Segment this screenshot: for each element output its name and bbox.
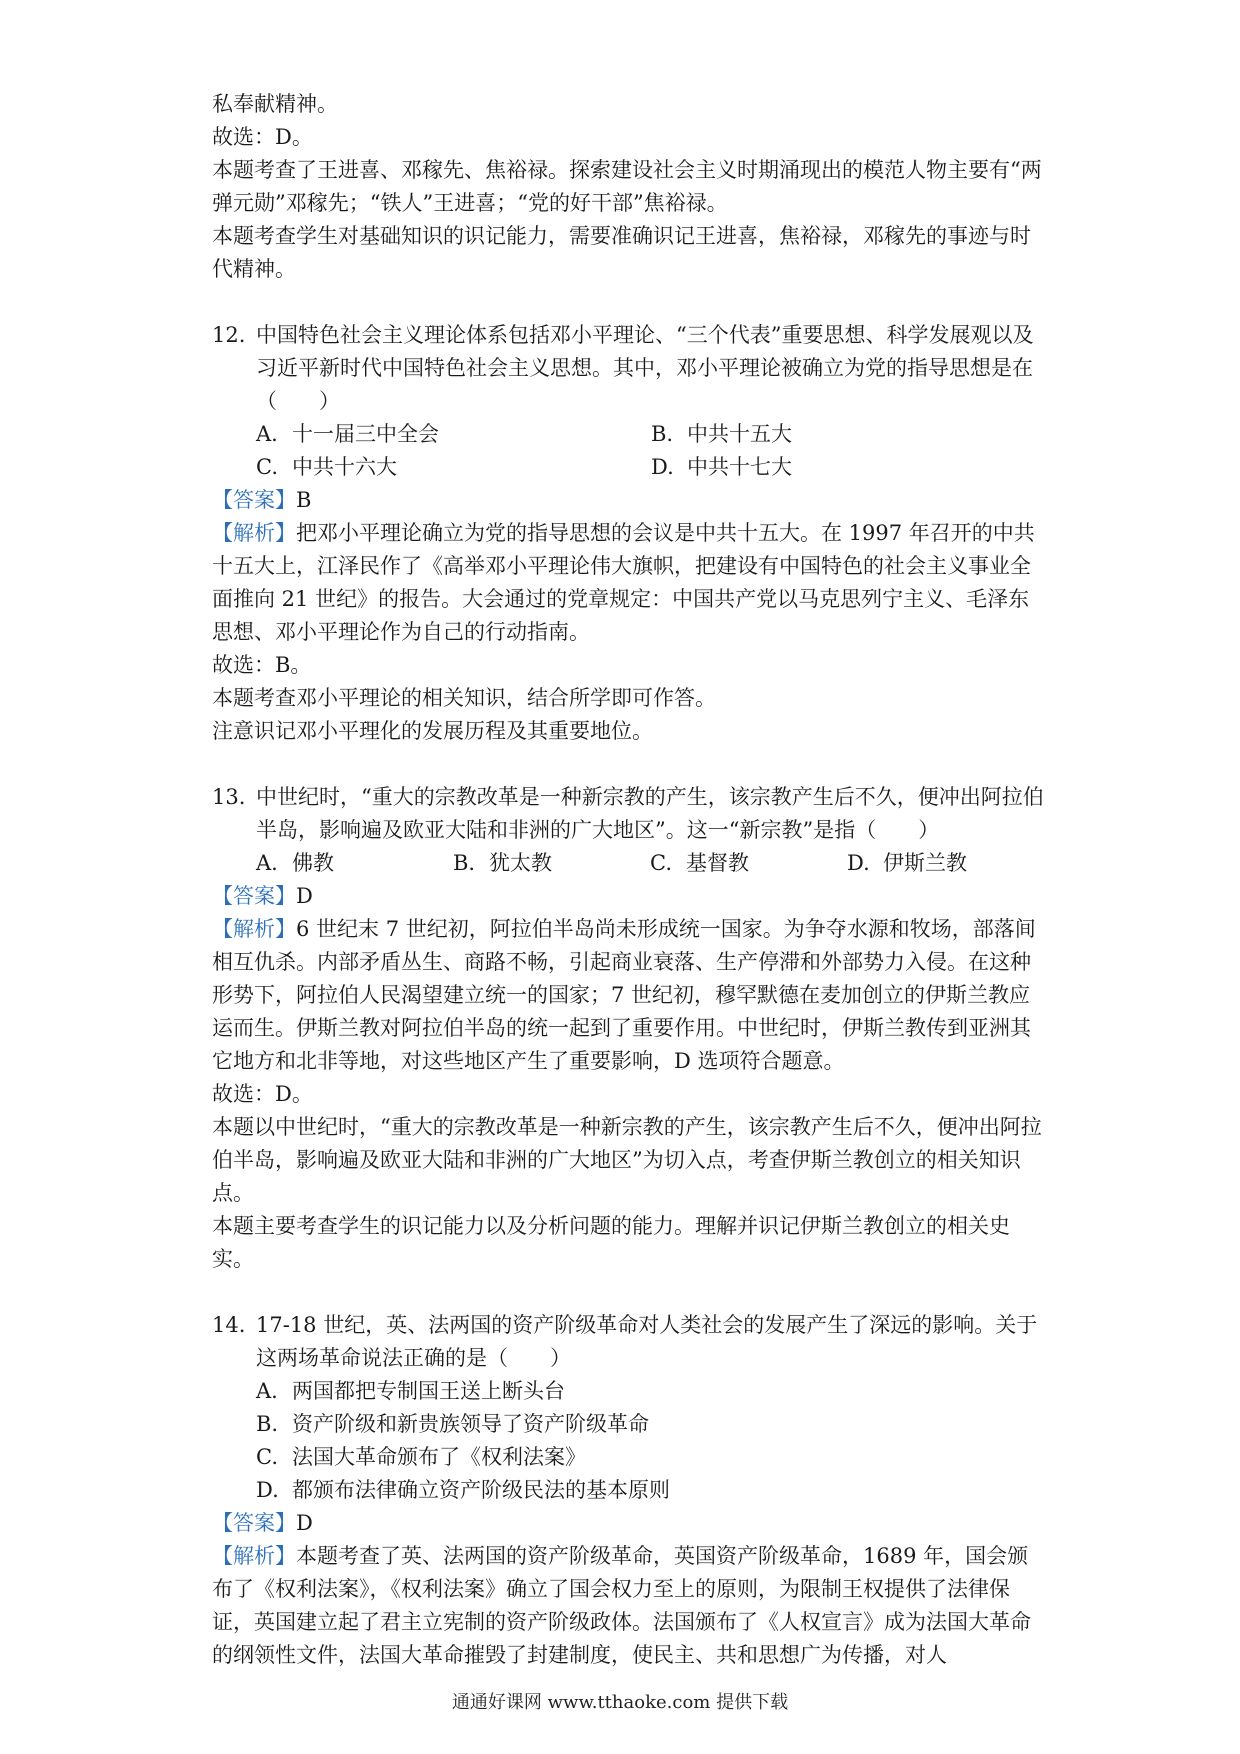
intro-line: 本题考查学生对基础知识的识记能力，需要准确识记王进喜，焦裕禄，邓稼先的事迹与时代精神。 bbox=[212, 224, 1031, 281]
question-14 bbox=[212, 1309, 1047, 1375]
question-number: 13. bbox=[212, 785, 246, 809]
tail-line: 故选：B。 bbox=[212, 653, 312, 677]
spacer bbox=[212, 1276, 1047, 1309]
document-page bbox=[212, 88, 1047, 1672]
option-c: C. 法国大革命颁布了《权利法案》 bbox=[256, 1445, 586, 1469]
option-c: C. 中共十六大 bbox=[256, 455, 397, 479]
option-d: D. 伊斯兰教 bbox=[847, 851, 967, 875]
answer-tag: 【答案】 bbox=[212, 1511, 296, 1535]
q14-options bbox=[212, 1375, 1047, 1507]
option-a: A. 佛教 bbox=[256, 851, 334, 875]
question-stem: 中国特色社会主义理论体系包括邓小平理论、“三个代表”重要思想、科学发展观以及习近平新时代中国特色社会主义思想。其中，邓小平理论被确立为党的指导思想是在（ ） bbox=[256, 323, 1034, 413]
answer-value: B bbox=[296, 488, 312, 512]
intro-line: 故选：D。 bbox=[212, 125, 313, 149]
option-a: A. 两国都把专制国王送上断头台 bbox=[256, 1379, 565, 1403]
option-b: B. 资产阶级和新贵族领导了资产阶级革命 bbox=[256, 1412, 649, 1436]
analysis-tag: 【解析】 bbox=[212, 521, 296, 545]
analysis-paragraph bbox=[212, 913, 1047, 1078]
spacer bbox=[212, 286, 1047, 319]
answer-value: D bbox=[296, 884, 313, 908]
tail-line: 本题主要考查学生的识记能力以及分析问题的能力。理解并识记伊斯兰教创立的相关史实。 bbox=[212, 1214, 1010, 1271]
answer-value: D bbox=[296, 1511, 313, 1535]
spacer bbox=[212, 748, 1047, 781]
answer-line bbox=[212, 1507, 1047, 1540]
question-stem: 17-18 世纪，英、法两国的资产阶级革命对人类社会的发展产生了深远的影响。关于这两场革命说法正确的是（ ） bbox=[256, 1313, 1038, 1370]
option-a: A. 十一届三中全会 bbox=[256, 422, 439, 446]
answer-line bbox=[212, 484, 1047, 517]
tail-line: 注意识记邓小平理化的发展历程及其重要地位。 bbox=[212, 719, 653, 743]
analysis-tag: 【解析】 bbox=[212, 1544, 296, 1568]
question-13 bbox=[212, 781, 1047, 847]
analysis-tag: 【解析】 bbox=[212, 917, 296, 941]
question-stem: 中世纪时，“重大的宗教改革是一种新宗教的产生，该宗教产生后不久，便冲出阿拉伯半岛，影响遍及欧亚大陆和非洲的广大地区”。这一“新宗教”是指（ ） bbox=[256, 785, 1044, 842]
option-b: B. 中共十五大 bbox=[651, 422, 792, 446]
intro-line: 私奉献精神。 bbox=[212, 92, 338, 116]
question-number: 14. bbox=[212, 1313, 246, 1337]
analysis-paragraph bbox=[212, 517, 1047, 649]
answer-line bbox=[212, 880, 1047, 913]
analysis-text: 把邓小平理论确立为党的指导思想的会议是中共十五大。在 1997 年召开的中共十五大上，江泽民作了《高举邓小平理论伟大旗帜，把建设有中国特色的社会主义事业全面推向 21 世纪》的报告。大会通过的党章规定：中国共产党以马克思列宁主义、毛泽东思想、邓小平理论作为自己的行动指南。 bbox=[212, 521, 1035, 644]
tail-line: 本题考查邓小平理论的相关知识，结合所学即可作答。 bbox=[212, 686, 716, 710]
option-d: D. 都颁布法律确立资产阶级民法的基本原则 bbox=[256, 1478, 670, 1502]
option-b: B. 犹太教 bbox=[453, 851, 552, 875]
analysis-paragraph bbox=[212, 1540, 1047, 1672]
q13-options bbox=[212, 847, 1047, 880]
question-12 bbox=[212, 319, 1047, 418]
option-c: C. 基督教 bbox=[650, 851, 749, 875]
page-footer: 通通好课网 www.tthaoke.com 提供下载 bbox=[451, 1692, 789, 1713]
q12-options bbox=[212, 418, 1047, 484]
answer-tag: 【答案】 bbox=[212, 884, 296, 908]
tail-line: 故选：D。 bbox=[212, 1082, 313, 1106]
option-d: D. 中共十七大 bbox=[651, 455, 792, 479]
answer-tag: 【答案】 bbox=[212, 488, 296, 512]
question-number: 12. bbox=[212, 323, 246, 347]
analysis-text: 本题考查了英、法两国的资产阶级革命，英国资产阶级革命，1689 年，国会颁布了《权利法案》，《权利法案》确立了国会权力至上的原则，为限制王权提供了法律保证，英国建立起了君主立宪制的资产阶级政体。法国颁布了《人权宣言》成为法国大革命的纲领性文件，法国大革命摧毁了封建制度，使民主、共和思想广为传播，对人 bbox=[212, 1544, 1031, 1667]
tail-line: 本题以中世纪时，“重大的宗教改革是一种新宗教的产生，该宗教产生后不久，便冲出阿拉伯半岛，影响遍及欧亚大陆和非洲的广大地区”为切入点，考查伊斯兰教创立的相关知识点。 bbox=[212, 1115, 1042, 1205]
analysis-text: 6 世纪末 7 世纪初，阿拉伯半岛尚未形成统一国家。为争夺水源和牧场，部落间相互仇杀。内部矛盾丛生、商路不畅，引起商业衰落、生产停滞和外部势力入侵。在这种形势下，阿拉伯人民渴望建立统一的国家；7 世纪初，穆罕默德在麦加创立的伊斯兰教应运而生。伊斯兰教对阿拉伯半岛的统一起到了重要作用。中世纪时，伊斯兰教传到亚洲其它地方和北非等地，对这些地区产生了重要影响，D 选项符合题意。 bbox=[212, 917, 1036, 1073]
intro-line: 本题考查了王进喜、邓稼先、焦裕禄。探索建设社会主义时期涌现出的模范人物主要有“两弹元勋”邓稼先；“铁人”王进喜；“党的好干部”焦裕禄。 bbox=[212, 158, 1042, 215]
